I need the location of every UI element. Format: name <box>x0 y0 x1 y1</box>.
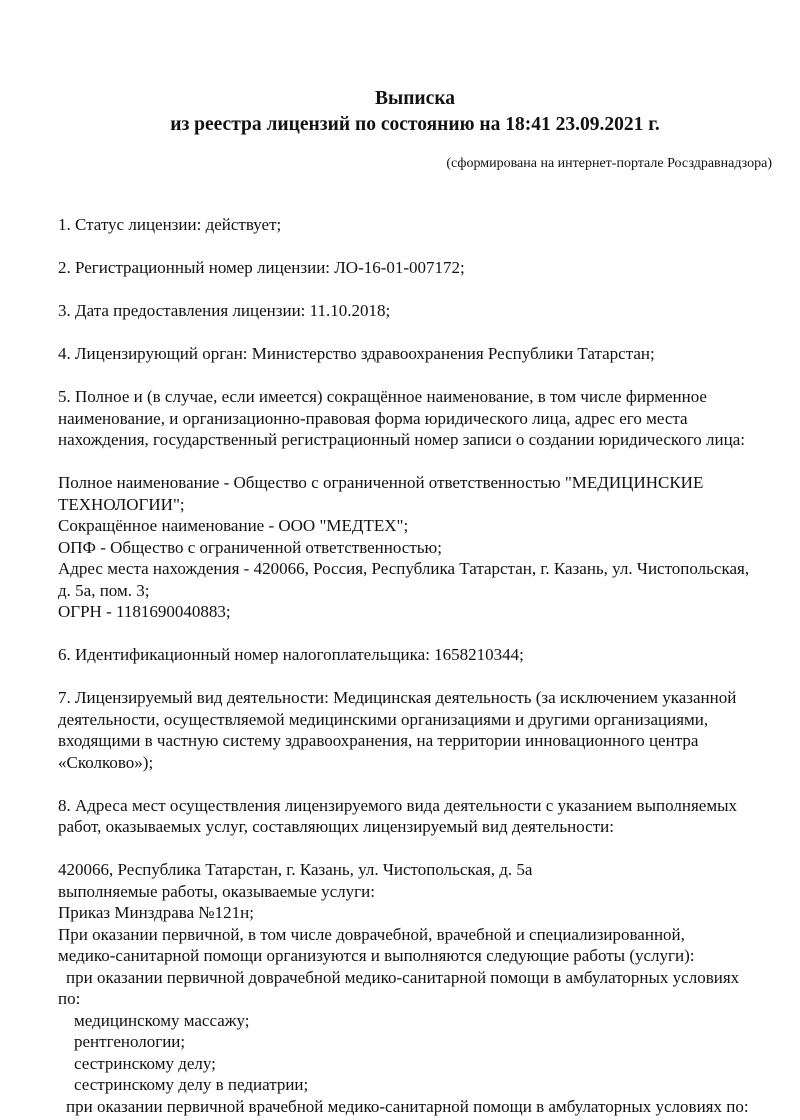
spacer <box>58 623 778 645</box>
item-addresses-heading <box>58 795 778 838</box>
item-inn: 6. Идентификационный номер налогоплательщика: 1658210344; <box>58 645 524 664</box>
legal-form-line: ОПФ - Общество с ограниченной ответственностью; <box>58 537 442 557</box>
generation-note: (сформирована на интернет-портале Росздравнадзора) <box>446 156 772 171</box>
text-line: нахождения, государственный регистрационный номер записи о создании юридического лица: <box>58 430 746 449</box>
item-reg-number: 2. Регистрационный номер лицензии: ЛО-16-01-007172; <box>58 258 465 277</box>
spacer <box>58 666 778 688</box>
address-line-cont: д. 5а, пом. 3; <box>58 580 150 600</box>
item-activity <box>58 687 778 773</box>
item-authority: 4. Лицензирующий орган: Министерство здравоохранения Республики Татарстан; <box>58 344 655 363</box>
activity-address: 420066, Республика Татарстан, г. Казань, ул. Чистопольская, д. 5а <box>58 860 533 879</box>
group2-heading: при оказании первичной врачебной медико-санитарной помощи в амбулаторных условиях по: <box>66 1096 749 1116</box>
address-line: Адрес места нахождения - 420066, Россия, Республика Татарстан, г. Казань, ул. Чистопольская, <box>58 559 750 578</box>
full-name-line: Полное наименование - Общество с ограниченной ответственностью "МЕДИЦИНСКИЕ <box>58 473 704 492</box>
spacer <box>58 236 778 258</box>
spacer <box>58 838 778 860</box>
address-block <box>58 859 778 1117</box>
spacer <box>58 451 778 473</box>
entity-details <box>58 472 778 623</box>
short-name-line: Сокращённое наименование - ООО "МЕДТЕХ"; <box>58 516 409 535</box>
service-item: медицинскому массажу; <box>74 1010 250 1030</box>
text-line: входящими в частную систему здравоохранения, на территории инновационного центра <box>58 731 699 750</box>
group1-heading: при оказании первичной доврачебной медико-санитарной помощи в амбулаторных условиях <box>66 967 740 987</box>
group1-heading-cont: по: <box>58 989 81 1008</box>
text-line: «Сколково»); <box>58 752 154 772</box>
text-line: деятельности, осуществляемой медицинскими организациями и другими организациями, <box>58 709 709 729</box>
text-line: 5. Полное и (в случае, если имеется) сокращённое наименование, в том числе фирменное <box>58 387 707 406</box>
service-item: рентгенологии; <box>74 1032 186 1051</box>
item-entity-heading <box>58 386 778 451</box>
item-issue-date: 3. Дата предоставления лицензии: 11.10.2018; <box>58 301 391 320</box>
works-label: выполняемые работы, оказываемые услуги: <box>58 881 375 901</box>
intro-line: медико-санитарной помощи организуются и выполняются следующие работы (услуги): <box>58 946 695 965</box>
text-line: наименование, и организационно-правовая форма юридического лица, адрес его места <box>58 408 688 428</box>
order-reference: Приказ Минздрава №121н; <box>58 903 254 922</box>
ogrn-line: ОГРН - 1181690040883; <box>58 602 231 621</box>
document-subtitle: из реестра лицензий по состоянию на 18:41 23.09.2021 г. <box>170 114 660 135</box>
item-status: 1. Статус лицензии: действует; <box>58 215 282 234</box>
spacer <box>58 773 778 795</box>
service-item: сестринскому делу; <box>74 1053 216 1073</box>
service-item: сестринскому делу в педиатрии; <box>74 1075 309 1094</box>
text-line: 7. Лицензируемый вид деятельности: Медицинская деятельность (за исключением указанной <box>58 688 737 707</box>
document-body <box>58 214 778 1117</box>
spacer <box>58 279 778 301</box>
document-title: Выписка <box>374 88 456 109</box>
full-name-line-cont: ТЕХНОЛОГИИ"; <box>58 494 185 514</box>
text-line: работ, оказываемых услуг, составляющих лицензируемый вид деятельности: <box>58 817 614 836</box>
text-line: 8. Адреса мест осуществления лицензируемого вида деятельности с указанием выполняемых <box>58 795 737 815</box>
spacer <box>58 365 778 387</box>
spacer <box>58 322 778 344</box>
intro-line: При оказании первичной, в том числе доврачебной, врачебной и специализированной, <box>58 924 685 944</box>
